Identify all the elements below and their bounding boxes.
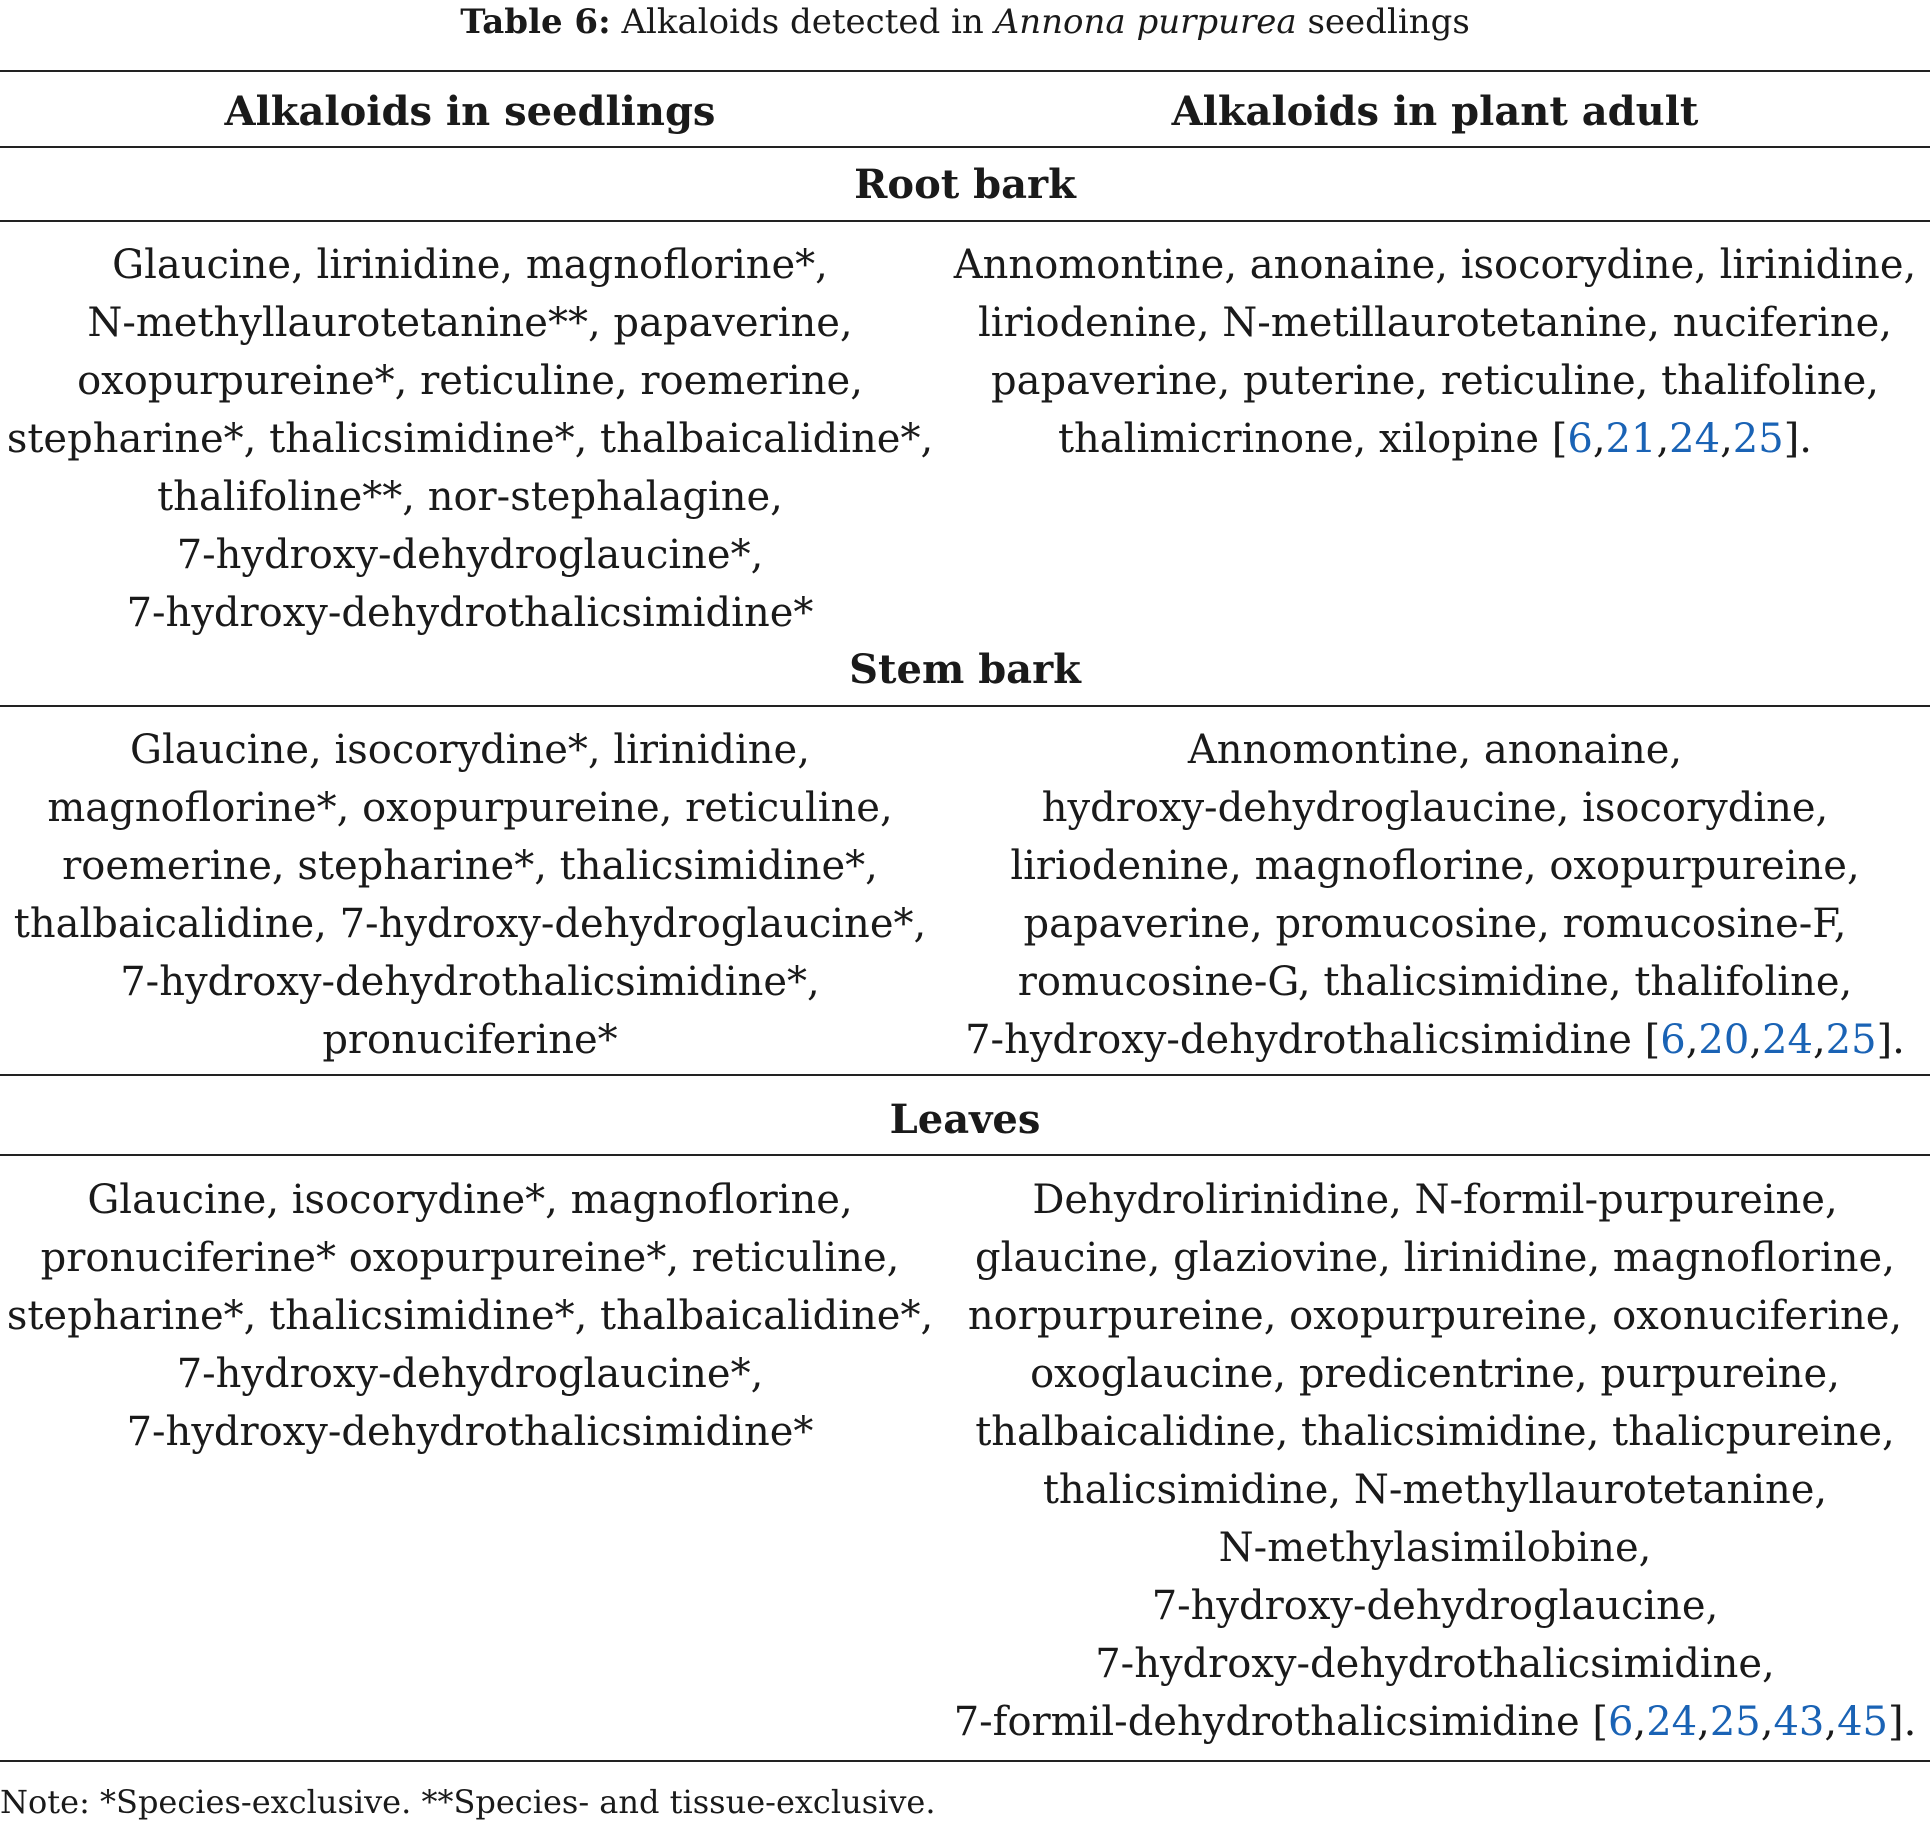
cell-line: thalicsimidine, N-methyllaurotetanine, — [1042, 1467, 1828, 1513]
cell-line-text: 7-hydroxy-dehydrothalicsimidine — [965, 1017, 1632, 1063]
top-rule — [0, 70, 1930, 72]
caption-text-after: seedlings — [1307, 2, 1470, 42]
section-title-leaves: Leaves — [889, 1096, 1041, 1143]
citation-link[interactable]: 6 — [1608, 1699, 1634, 1745]
cell-line: oxoglaucine, predicentrine, purpureine, — [1030, 1351, 1840, 1397]
cell-line: glaucine, glaziovine, lirinidine, magnoflorine, — [975, 1235, 1895, 1281]
cell-line: N-methyllaurotetanine**, papaverine, — [87, 300, 853, 346]
cell-line: Annomontine, anonaine, — [1187, 727, 1683, 773]
cell-line: 7-hydroxy-dehydroglaucine*, — [176, 532, 764, 578]
caption-label: Table 6: — [460, 2, 611, 42]
citation-link[interactable]: 25 — [1709, 1699, 1761, 1745]
cell-line: Annomontine, anonaine, isocorydine, lirinidine, — [953, 242, 1917, 288]
citation-link[interactable]: 45 — [1837, 1699, 1888, 1745]
table-caption — [0, 0, 1930, 44]
cell-line: oxopurpureine*, reticuline, roemerine, — [77, 358, 863, 404]
cell-line: thalbaicalidine, 7-hydroxy-dehydroglaucine*, — [13, 901, 927, 947]
citation-link[interactable]: 25 — [1732, 416, 1784, 462]
cell-line: liriodenine, N-metillaurotetanine, nuciferine, — [977, 300, 1892, 346]
citation-link[interactable]: 20 — [1698, 1017, 1750, 1063]
cell-line: liriodenine, magnoflorine, oxopurpureine, — [1010, 843, 1860, 889]
column-header-seedlings: Alkaloids in seedlings — [224, 88, 716, 135]
cell-line: 7-hydroxy-dehydrothalicsimidine* — [126, 590, 814, 636]
root-bark-seedlings-cell — [0, 236, 940, 642]
cell-line: roemerine, stepharine*, thalicsimidine*, — [62, 843, 878, 889]
caption-text-before: Alkaloids detected in — [621, 2, 984, 42]
cell-line: Glaucine, isocorydine*, magnoflorine, — [87, 1177, 853, 1223]
section-title-stem-bark: Stem bark — [849, 646, 1081, 693]
citation-link[interactable]: 21 — [1605, 416, 1657, 462]
citation-link[interactable]: 24 — [1669, 416, 1721, 462]
citation-link[interactable]: 25 — [1825, 1017, 1877, 1063]
cell-line: N-methylasimilobine, — [1218, 1525, 1652, 1571]
cell-line-with-refs: 7-formil-dehydrothalicsimidine [6,24,25,43,45]. — [953, 1699, 1917, 1745]
stem-bark-end-rule — [0, 1074, 1930, 1076]
cell-line: romucosine-G, thalicsimidine, thalifoline, — [1017, 959, 1853, 1005]
leaves-rule — [0, 1154, 1930, 1156]
citation-link[interactable]: 6 — [1660, 1017, 1686, 1063]
cell-line: stepharine*, thalicsimidine*, thalbaicalidine*, — [6, 1293, 934, 1339]
root-bark-adult-cell — [940, 236, 1930, 468]
column-header-adult: Alkaloids in plant adult — [1171, 88, 1699, 135]
cell-line: pronuciferine* oxopurpureine*, reticuline, — [40, 1235, 900, 1281]
stem-bark-rule — [0, 705, 1930, 707]
root-bark-rule — [0, 220, 1930, 222]
cell-line: 7-hydroxy-dehydroglaucine, — [1151, 1583, 1719, 1629]
cell-line: hydroxy-dehydroglaucine, isocorydine, — [1041, 785, 1829, 831]
cell-line: 7-hydroxy-dehydrothalicsimidine*, — [120, 959, 820, 1005]
cell-line: thalbaicalidine, thalicsimidine, thalicpureine, — [975, 1409, 1895, 1455]
cell-line-text: 7-formil-dehydrothalicsimidine — [953, 1699, 1580, 1745]
cell-line: Dehydrolirinidine, N-formil-purpureine, — [1032, 1177, 1838, 1223]
cell-line: papaverine, puterine, reticuline, thalifoline, — [990, 358, 1879, 404]
cell-line-with-refs: 7-hydroxy-dehydrothalicsimidine [6,20,24,25]. — [965, 1017, 1905, 1063]
table-note: Note: *Species-exclusive. **Species- and tissue-exclusive. — [0, 1783, 936, 1821]
cell-line: pronuciferine* — [322, 1017, 618, 1063]
cell-line: norpurpureine, oxopurpureine, oxonuciferine, — [967, 1293, 1903, 1339]
stem-bark-seedlings-cell — [0, 721, 940, 1069]
citation-link[interactable]: 24 — [1646, 1699, 1698, 1745]
leaves-adult-cell — [940, 1171, 1930, 1751]
bottom-rule — [0, 1760, 1930, 1762]
cell-line: Glaucine, isocorydine*, lirinidine, — [130, 727, 810, 773]
cell-line: 7-hydroxy-dehydrothalicsimidine* — [126, 1409, 814, 1455]
cell-line: 7-hydroxy-dehydroglaucine*, — [176, 1351, 764, 1397]
cell-line: papaverine, promucosine, romucosine-F, — [1023, 901, 1847, 947]
cell-line-text: thalimicrinone, xilopine — [1057, 416, 1540, 462]
cell-line: stepharine*, thalicsimidine*, thalbaicalidine*, — [6, 416, 934, 462]
cell-line-with-refs: thalimicrinone, xilopine [6,21,24,25]. — [1057, 416, 1813, 462]
cell-line: magnoflorine*, oxopurpureine, reticuline, — [47, 785, 893, 831]
citation-link[interactable]: 43 — [1773, 1699, 1825, 1745]
cell-line: 7-hydroxy-dehydrothalicsimidine, — [1095, 1641, 1775, 1687]
header-rule — [0, 146, 1930, 148]
stem-bark-adult-cell — [940, 721, 1930, 1069]
cell-line: Glaucine, lirinidine, magnoflorine*, — [112, 242, 828, 288]
cell-line: thalifoline**, nor-stephalagine, — [157, 474, 783, 520]
citation-link[interactable]: 24 — [1762, 1017, 1813, 1063]
leaves-seedlings-cell — [0, 1171, 940, 1461]
citation-link[interactable]: 6 — [1567, 416, 1593, 462]
caption-species: Annona purpurea — [994, 2, 1297, 42]
section-title-root-bark: Root bark — [854, 161, 1076, 208]
